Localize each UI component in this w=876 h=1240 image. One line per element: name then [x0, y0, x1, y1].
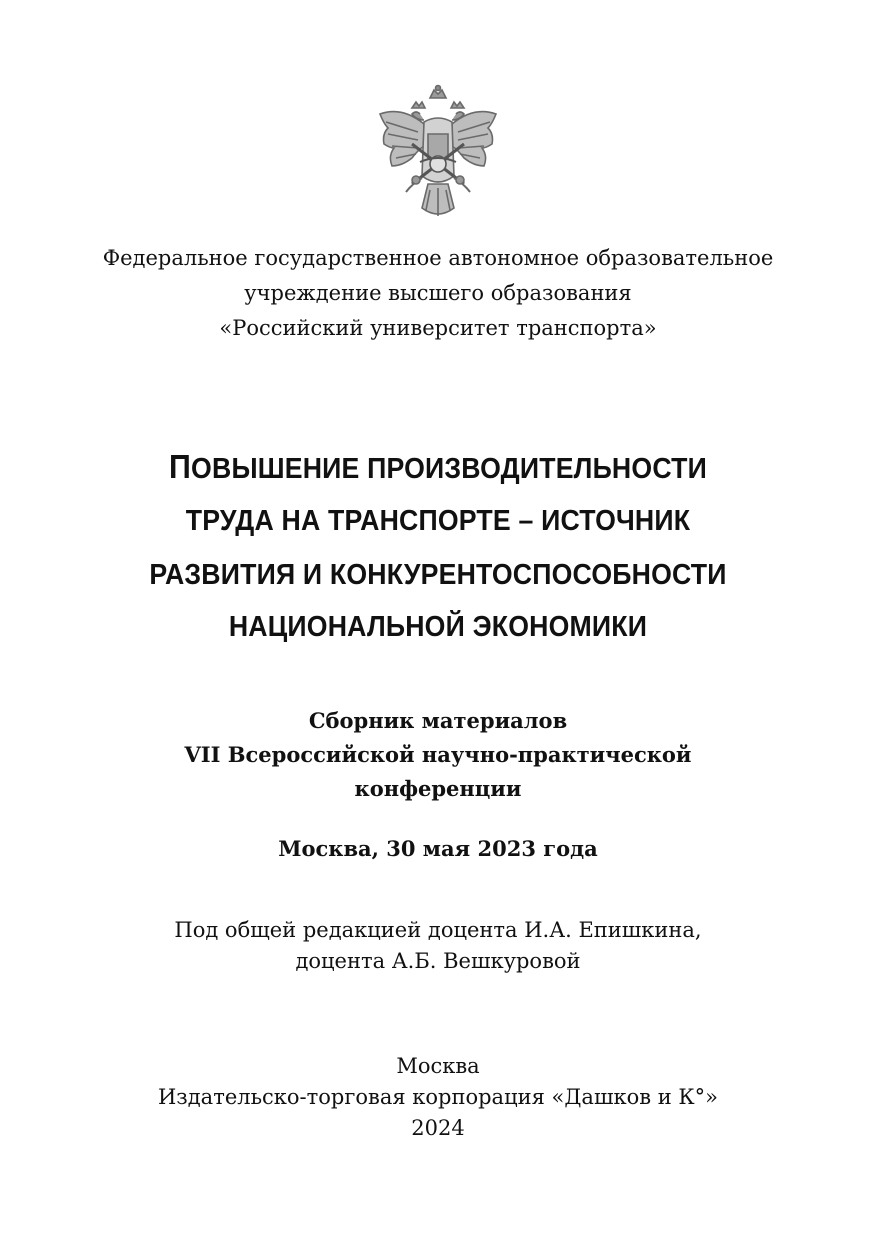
- title-line-1-rest: ОВЫШЕНИЕ ПРОИЗВОДИТЕЛЬНОСТИ: [191, 453, 707, 485]
- institution-line-3: «Российский университет транспорта»: [219, 316, 657, 340]
- title-initial: П: [169, 448, 192, 485]
- title-line-4: НАЦИОНАЛЬНОЙ ЭКОНОМИКИ: [228, 611, 648, 643]
- title-line-3: РАЗВИТИЯ И КОНКУРЕНТОСПОСОБНОСТИ: [149, 559, 727, 591]
- collection-line-3: конференции: [354, 776, 522, 801]
- place-date: Москва, 30 мая 2023 года: [278, 836, 598, 861]
- state-eagle-emblem-icon: [372, 84, 504, 224]
- imprint-city: Москва: [396, 1054, 480, 1078]
- institution-line-2: учреждение высшего образования: [244, 281, 632, 305]
- collection-line-1: Сборник материалов: [308, 708, 568, 733]
- editors-line-1: Под общей редакцией доцента И.А. Епишкина,: [174, 918, 702, 942]
- title-line-2: ТРУДА НА ТРАНСПОРТЕ – ИСТОЧНИК: [185, 505, 691, 537]
- imprint-publisher: Издательско-торговая корпорация «Дашков и К°»: [157, 1085, 719, 1109]
- editors-line-2: доцента А.Б. Вешкуровой: [295, 949, 581, 973]
- title-line-1: [35, 448, 841, 486]
- imprint-year: 2024: [411, 1116, 465, 1140]
- collection-line-2: VII Всероссийской научно-практической: [184, 742, 692, 767]
- institution-line-1: Федеральное государственное автономное образовательное: [102, 246, 774, 270]
